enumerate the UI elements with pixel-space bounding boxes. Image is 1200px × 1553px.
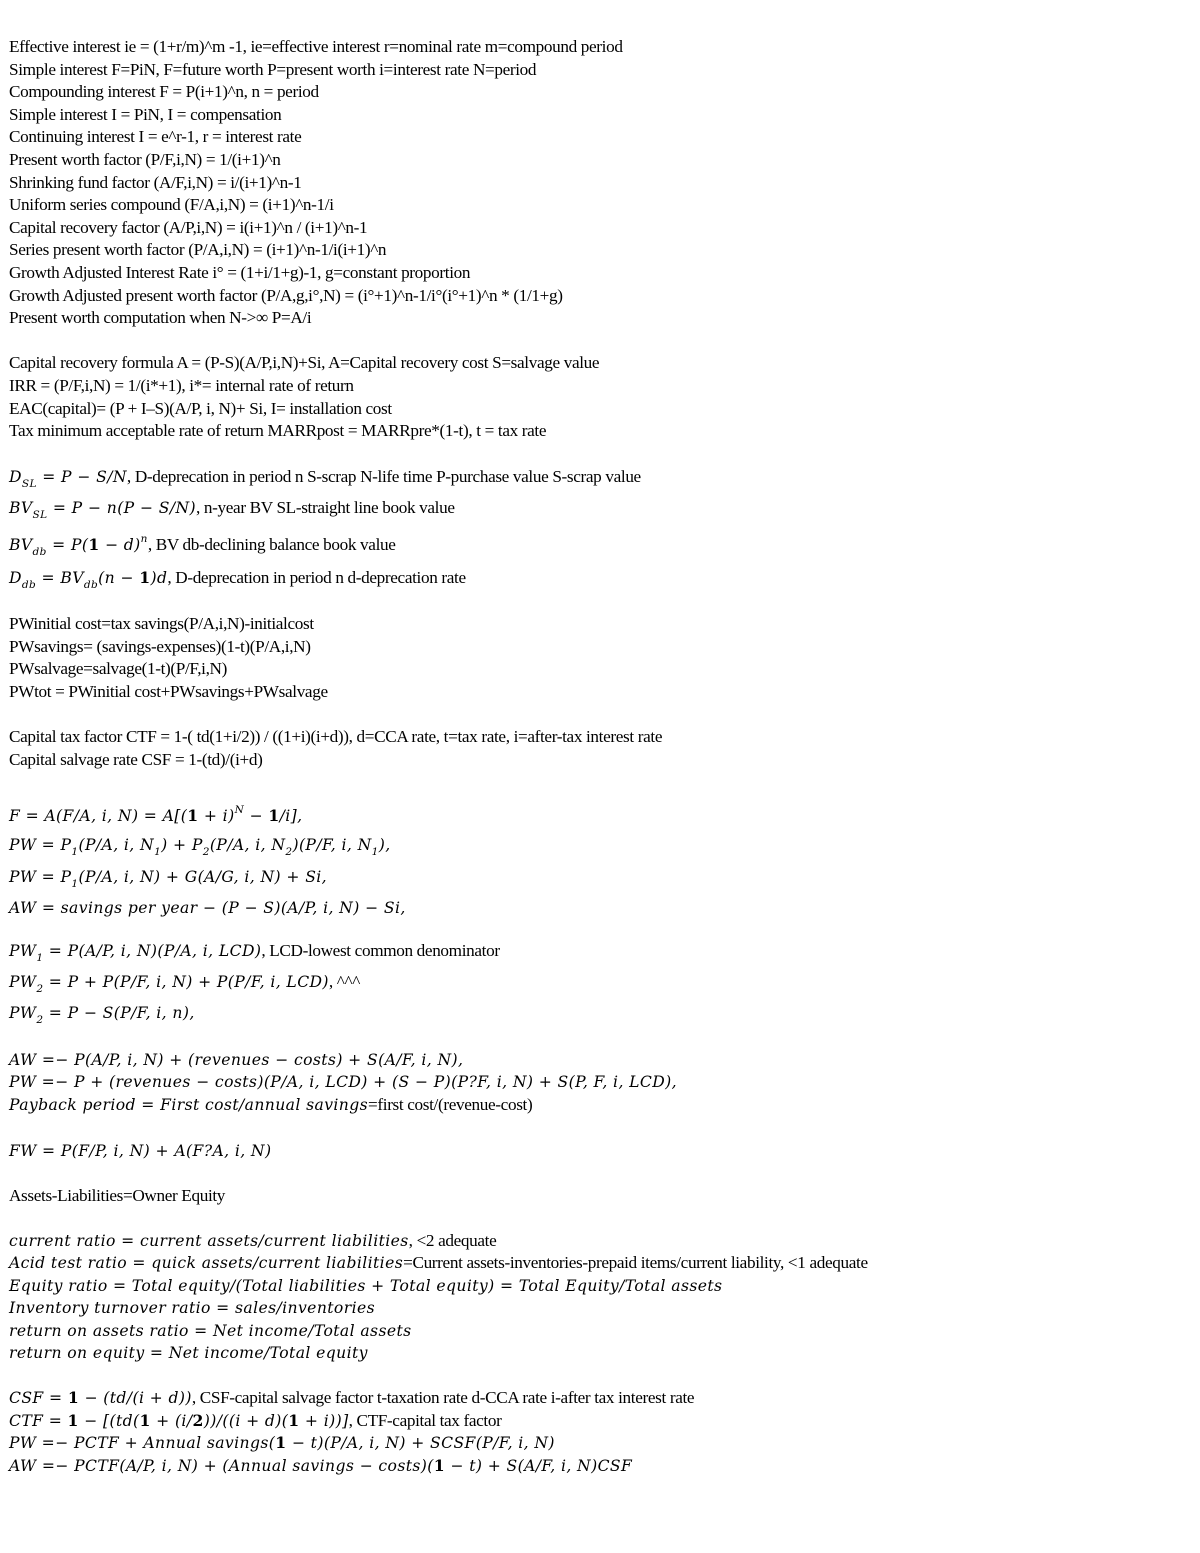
current-ratio-line: [9, 1230, 1194, 1253]
return-on-assets-equation: return on assets ratio = Net income/Total assets: [9, 1321, 412, 1340]
effective-interest-line: Effective interest ie = (1+r/m)^m -1, ie=effective interest r=nominal rate m=compound period: [9, 37, 623, 56]
bvdb-description: , BV db-declining balance book value: [147, 535, 396, 555]
capital-recovery-formula-line: Capital recovery formula A = (P-S)(A/P,i,N)+Si, A=Capital recovery cost S=salvage value: [9, 353, 600, 373]
payback-period-description: =first cost/(revenue-cost): [368, 1094, 533, 1114]
pw2-salvage-line: [9, 997, 1194, 1028]
pw-salvage-line: PWsalvage=salvage(1-t)(P/F,i,N): [9, 659, 227, 679]
bvsl-equation: $BV_{SL} = P - n(P - S/N)$: [9, 498, 197, 521]
ctf-description: , CTF-capital tax factor: [348, 1410, 502, 1430]
growth-adjusted-rate-line: Growth Adjusted Interest Rate i° = (1+i/1+g)-1, g=constant proportion: [9, 262, 471, 282]
ctf-equation: CTF = 1 − [(td(1 + (i/2))/((i + d)(1 + i))]: [9, 1410, 349, 1430]
equity-ratio-line: [9, 1275, 1194, 1298]
csf-description: , CSF-capital salvage factor t-taxation rate d-CCA rate i-after tax interest rate: [191, 1388, 695, 1408]
aw-savings-equation: AW = savings per year − (P − S)(A/P, i, N) − Si,: [9, 898, 406, 917]
acid-test-ratio-line: [9, 1252, 1194, 1275]
simple-interest-compensation-line: Simple interest I = PiN, I = compensation: [9, 104, 282, 124]
ctf-formula-line: [9, 1410, 1194, 1433]
bvsl-description: , n-year BV SL-straight line book value: [196, 497, 455, 517]
eac-line: EAC(capital)= (P + I–S)(A/P, i, N)+ Si, I= installation cost: [9, 398, 392, 418]
aw-ctf-line: [9, 1455, 1194, 1478]
pw-ctf-equation: PW =− PCTF + Annual savings(1 − t)(P/A, i, N) + SCSF(P/F, i, N): [9, 1433, 555, 1453]
fw-annuity-equation: F = A(F/A, i, $N) = A[(1 + i)^N - 1/i]$,: [9, 804, 303, 826]
pw2-lcd-line: [9, 966, 1194, 997]
acid-test-ratio-equation: Acid test ratio = quick assets/current liabilities: [9, 1254, 404, 1273]
pw2-lcd-description: , ^^^: [328, 972, 360, 992]
current-ratio-equation: current ratio = current assets/current liabilities: [9, 1231, 409, 1250]
csf-equation: CSF = 1 − (td/(i + d)): [9, 1388, 192, 1408]
owner-equity-line: Assets-Liabilities=Owner Equity: [9, 1185, 226, 1205]
acid-test-ratio-description: =Current assets-inventories-prepaid items/current liability, <1 adequate: [403, 1253, 868, 1273]
bvdb-equation: $BV_{db} = P(1 - d)^n$: [9, 533, 148, 559]
future-worth-equation: FW = P(F/P, i, N) + A(F?A, i, N): [9, 1142, 272, 1161]
aw-revenues-equation: AW =− P(A/P, i, N) + (revenues − costs) + S(A/F, i, N),: [9, 1050, 464, 1069]
shrinking-fund-factor-line: Shrinking fund factor (A/F,i,N) = i/(i+1)^n-1: [9, 172, 302, 192]
inventory-turnover-line: [9, 1297, 1194, 1320]
pw-gradient-equation: PW = $P_1(P/A$, i, N) + G(A/G, i, N) + Si,: [9, 867, 328, 890]
current-ratio-description: , <2 adequate: [408, 1230, 497, 1250]
dsl-equation: $D_{SL} = P - S/N$: [9, 467, 127, 490]
inventory-turnover-equation: Inventory turnover ratio = sales/inventories: [9, 1299, 375, 1318]
aw-ctf-equation: AW =− PCTF(A/P, i, N) + (Annual savings − costs)(1 − t) + S(A/F, i, N)CSF: [9, 1455, 633, 1475]
dsl-description: , D-deprecation in period n S-scrap N-life time P-purchase value S-scrap value: [126, 466, 641, 486]
ddb-description: , D-deprecation in period n d-deprecation rate: [167, 568, 466, 588]
capital-salvage-rate-line: Capital salvage rate CSF = 1-(td)/(i+d): [9, 749, 263, 769]
pw-revenues-line: [9, 1071, 1194, 1094]
ddb-formula-line: [9, 562, 1194, 593]
csf-formula-line: [9, 1387, 1194, 1410]
present-worth-infinite-line: Present worth computation when N->∞ P=A/i: [9, 308, 312, 328]
pw2-lcd-equation: $PW_2 = P + P(P/F$, i, N) + P(P/F, i, LCD): [9, 973, 329, 996]
aw-revenues-line: [9, 1049, 1194, 1072]
pw-total-line: PWtot = PWinitial cost+PWsavings+PWsalvage: [9, 682, 328, 702]
equity-ratio-equation: Equity ratio = Total equity/(Total liabilities + Total equity) = Total Equity/Total assets: [9, 1276, 723, 1295]
series-present-worth-factor-line: Series present worth factor (P/A,i,N) = (i+1)^n-1/i(i+1)^n: [9, 240, 387, 260]
pw-initial-cost-line: PWinitial cost=tax savings(P/A,i,N)-initialcost: [9, 614, 314, 634]
return-on-assets-line: [9, 1320, 1194, 1343]
irr-line: IRR = (P/F,i,N) = 1/(i*+1), i*= internal rate of return: [9, 375, 354, 395]
pw-savings-line: PWsavings= (savings-expenses)(1-t)(P/A,i,N): [9, 636, 311, 656]
growth-adjusted-pw-factor-line: Growth Adjusted present worth factor (P/A,g,i°,N) = (i°+1)^n-1/i°(i°+1)^n * (1/1+g): [9, 285, 563, 305]
pw1-lcd-line: [9, 935, 1194, 966]
compounding-interest-line: Compounding interest F = P(i+1)^n, n = period: [9, 82, 319, 102]
pw-revenues-equation: PW =− P + (revenues − costs)(P/A, i, LCD) + (S − P)(P?F, i, N) + S(P, F, i, LCD),: [9, 1073, 677, 1092]
payback-period-equation: Payback period = First cost/annual savings: [9, 1095, 369, 1114]
present-worth-factor-line: Present worth factor (P/F,i,N) = 1/(i+1)^n: [9, 149, 281, 169]
bvsl-formula-line: [9, 492, 1194, 523]
pw-two-stage-equation: PW = $P_1(P/A$, i, $N_1) + P_2(P/A$, i, $N_2)(P/F$, i, $N_1$),: [9, 836, 391, 859]
uniform-series-compound-line: Uniform series compound (F/A,i,N) = (i+1)^n-1/i: [9, 195, 334, 215]
pw-gradient-line: [9, 861, 1194, 892]
bvdb-formula-line: [9, 523, 1194, 562]
pw-ctf-line: [9, 1432, 1194, 1455]
payback-period-line: [9, 1094, 1194, 1117]
ddb-equation: $D_{db} = BV_{db}(n - 1)d$: [9, 568, 168, 592]
simple-interest-line: Simple interest F=PiN, F=future worth P=present worth i=interest rate N=period: [9, 59, 537, 79]
pw-two-stage-line: [9, 829, 1194, 860]
pw1-lcd-equation: $PW_1 = P(A/P$, i, N)(P/A, i, LCD): [9, 941, 262, 964]
future-worth-annuity-line: [9, 799, 1194, 829]
return-on-equity-equation: return on equity = Net income/Total equity: [9, 1344, 368, 1363]
capital-recovery-factor-line: Capital recovery factor (A/P,i,N) = i(i+1)^n / (i+1)^n-1: [9, 217, 368, 237]
dsl-formula-line: [9, 461, 1194, 492]
pw2-salvage-equation: $PW_2 = P - S(P/F$, i, n),: [9, 1004, 195, 1027]
capital-tax-factor-line: Capital tax factor CTF = 1-( td(1+i/2)) / ((1+i)(i+d)), d=CCA rate, t=tax rate, i=after-tax interest rate: [9, 727, 663, 747]
continuing-interest-line: Continuing interest I = e^r-1, r = interest rate: [9, 127, 302, 147]
pw1-lcd-description: , LCD-lowest common denominator: [261, 940, 500, 960]
return-on-equity-line: [9, 1342, 1194, 1365]
formula-document: [9, 36, 1194, 1477]
marr-line: Tax minimum acceptable rate of return MARRpost = MARRpre*(1-t), t = tax rate: [9, 421, 547, 441]
future-worth-line: [9, 1140, 1194, 1163]
aw-savings-line: [9, 892, 1194, 923]
